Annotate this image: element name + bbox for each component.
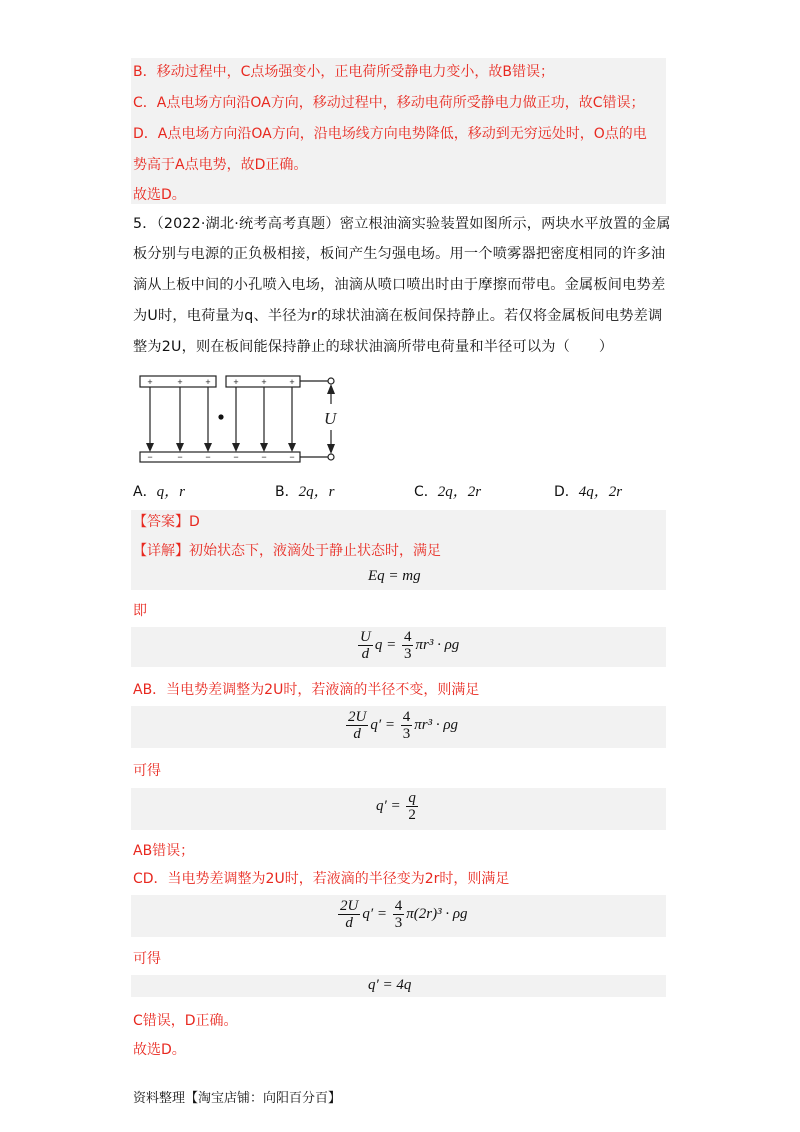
bottom-plate bbox=[140, 452, 300, 462]
bottom-plate-sign: − bbox=[147, 452, 153, 462]
prev-solution-line-d2: 势高于A点电势，故D正确。 bbox=[133, 157, 308, 173]
question-line-4: 为U时，电荷量为q、半径为r的球状油滴在板间保持静止。若仅将金属板间电势差调 bbox=[133, 308, 663, 324]
final-conclusion: 故选D。 bbox=[133, 1042, 186, 1058]
prev-solution-conclusion: 故选D。 bbox=[133, 187, 186, 203]
field-arrow-icon bbox=[260, 443, 268, 452]
bottom-plate-sign: − bbox=[233, 452, 239, 462]
question-line-3: 滴从上板中间的小孔喷入电场，油滴从喷口喷出时由于摩擦而带电。金属板间电势差 bbox=[133, 277, 666, 293]
bottom-plate-sign: − bbox=[177, 452, 183, 462]
cd-intro: CD．当电势差调整为2U时，若液滴的半径变为2r时，则满足 bbox=[133, 871, 510, 887]
top-plate-sign: + bbox=[177, 377, 183, 387]
bottom-plate-sign: − bbox=[205, 452, 211, 462]
question-text-1: 密立根油滴实验装置如图所示，两块水平放置的金属 bbox=[339, 216, 671, 232]
field-arrow-icon bbox=[176, 443, 184, 452]
equation-6: q′ = 4q bbox=[368, 977, 412, 993]
footer-credit: 资料整理【淘宝店铺：向阳百分百】 bbox=[133, 1091, 342, 1106]
prev-solution-line-b: B．移动过程中，C点场强变小，正电荷所受静电力变小，故B错误； bbox=[133, 64, 554, 80]
top-plate-sign: + bbox=[205, 377, 211, 387]
top-plate-sign: + bbox=[261, 377, 267, 387]
kede-1: 可得 bbox=[133, 763, 161, 779]
prev-solution-line-c: C．A点电场方向沿OA方向，移动过程中，移动电荷所受静电力做正功，故C错误； bbox=[133, 95, 645, 111]
equation-1: Eq = mg bbox=[368, 568, 421, 584]
voltage-arrow-up-icon bbox=[327, 384, 335, 394]
option-d[interactable]: D．4q，2r bbox=[554, 484, 623, 500]
equation-4: q′ = $\frac{q}{2}$ bbox=[376, 790, 416, 823]
detail-intro: 【详解】初始状态下，液滴处于静止状态时，满足 bbox=[133, 543, 441, 559]
field-arrow-icon bbox=[232, 443, 240, 452]
equation-2: $\frac{U}{d}$ q = $\frac{4}{3}$ πr³ · ρg bbox=[360, 629, 460, 662]
question-source: （2022·湖北·统考高考真题） bbox=[156, 216, 340, 232]
ab-wrong: AB错误； bbox=[133, 843, 195, 859]
kede-2: 可得 bbox=[133, 951, 161, 967]
field-arrow-icon bbox=[146, 443, 154, 452]
voltage-arrow-down-icon bbox=[327, 444, 335, 454]
question-line-5: 整为2U，则在板间能保持静止的球状油滴所带电荷量和半径可以为（ ） bbox=[133, 339, 614, 355]
prev-solution-line-d1: D．A点电场方向沿OA方向，沿电场线方向电势降低，移动到无穷远处时，O点的电 bbox=[133, 126, 647, 142]
top-plate-sign: + bbox=[147, 377, 153, 387]
cd-result: C错误，D正确。 bbox=[133, 1013, 238, 1029]
top-plate-sign: + bbox=[233, 377, 239, 387]
terminal-bottom bbox=[328, 454, 334, 460]
option-c[interactable]: C．2q，2r bbox=[414, 484, 482, 500]
field-arrow-icon bbox=[204, 443, 212, 452]
voltage-label: U bbox=[324, 409, 337, 428]
bottom-plate-sign: − bbox=[289, 452, 295, 462]
answer-line: 【答案】D bbox=[133, 514, 200, 530]
question-line-2: 板分别与电源的正负极相接，板间产生匀强电场。用一个喷雾器把密度相同的许多油 bbox=[133, 246, 666, 262]
bottom-plate-sign: − bbox=[261, 452, 267, 462]
ab-intro: AB．当电势差调整为2U时，若液滴的半径不变，则满足 bbox=[133, 682, 480, 698]
option-a[interactable]: A．q，r bbox=[133, 484, 185, 500]
ji-text: 即 bbox=[133, 603, 147, 619]
top-plate-sign: + bbox=[289, 377, 295, 387]
terminal-top bbox=[328, 378, 334, 384]
oil-droplet bbox=[218, 414, 223, 419]
question-line-1 bbox=[133, 214, 671, 234]
field-arrow-icon bbox=[288, 443, 296, 452]
equation-5: $\frac{2U}{d}$ q′ = $\frac{4}{3}$ π(2r)³ · ρg bbox=[340, 898, 468, 931]
millikan-apparatus-figure bbox=[132, 372, 347, 468]
question-number: 5． bbox=[133, 216, 157, 232]
option-b[interactable]: B．2q，r bbox=[275, 484, 335, 500]
equation-3: $\frac{2U}{d}$ q′ = $\frac{4}{3}$ πr³ · ρg bbox=[348, 709, 459, 742]
